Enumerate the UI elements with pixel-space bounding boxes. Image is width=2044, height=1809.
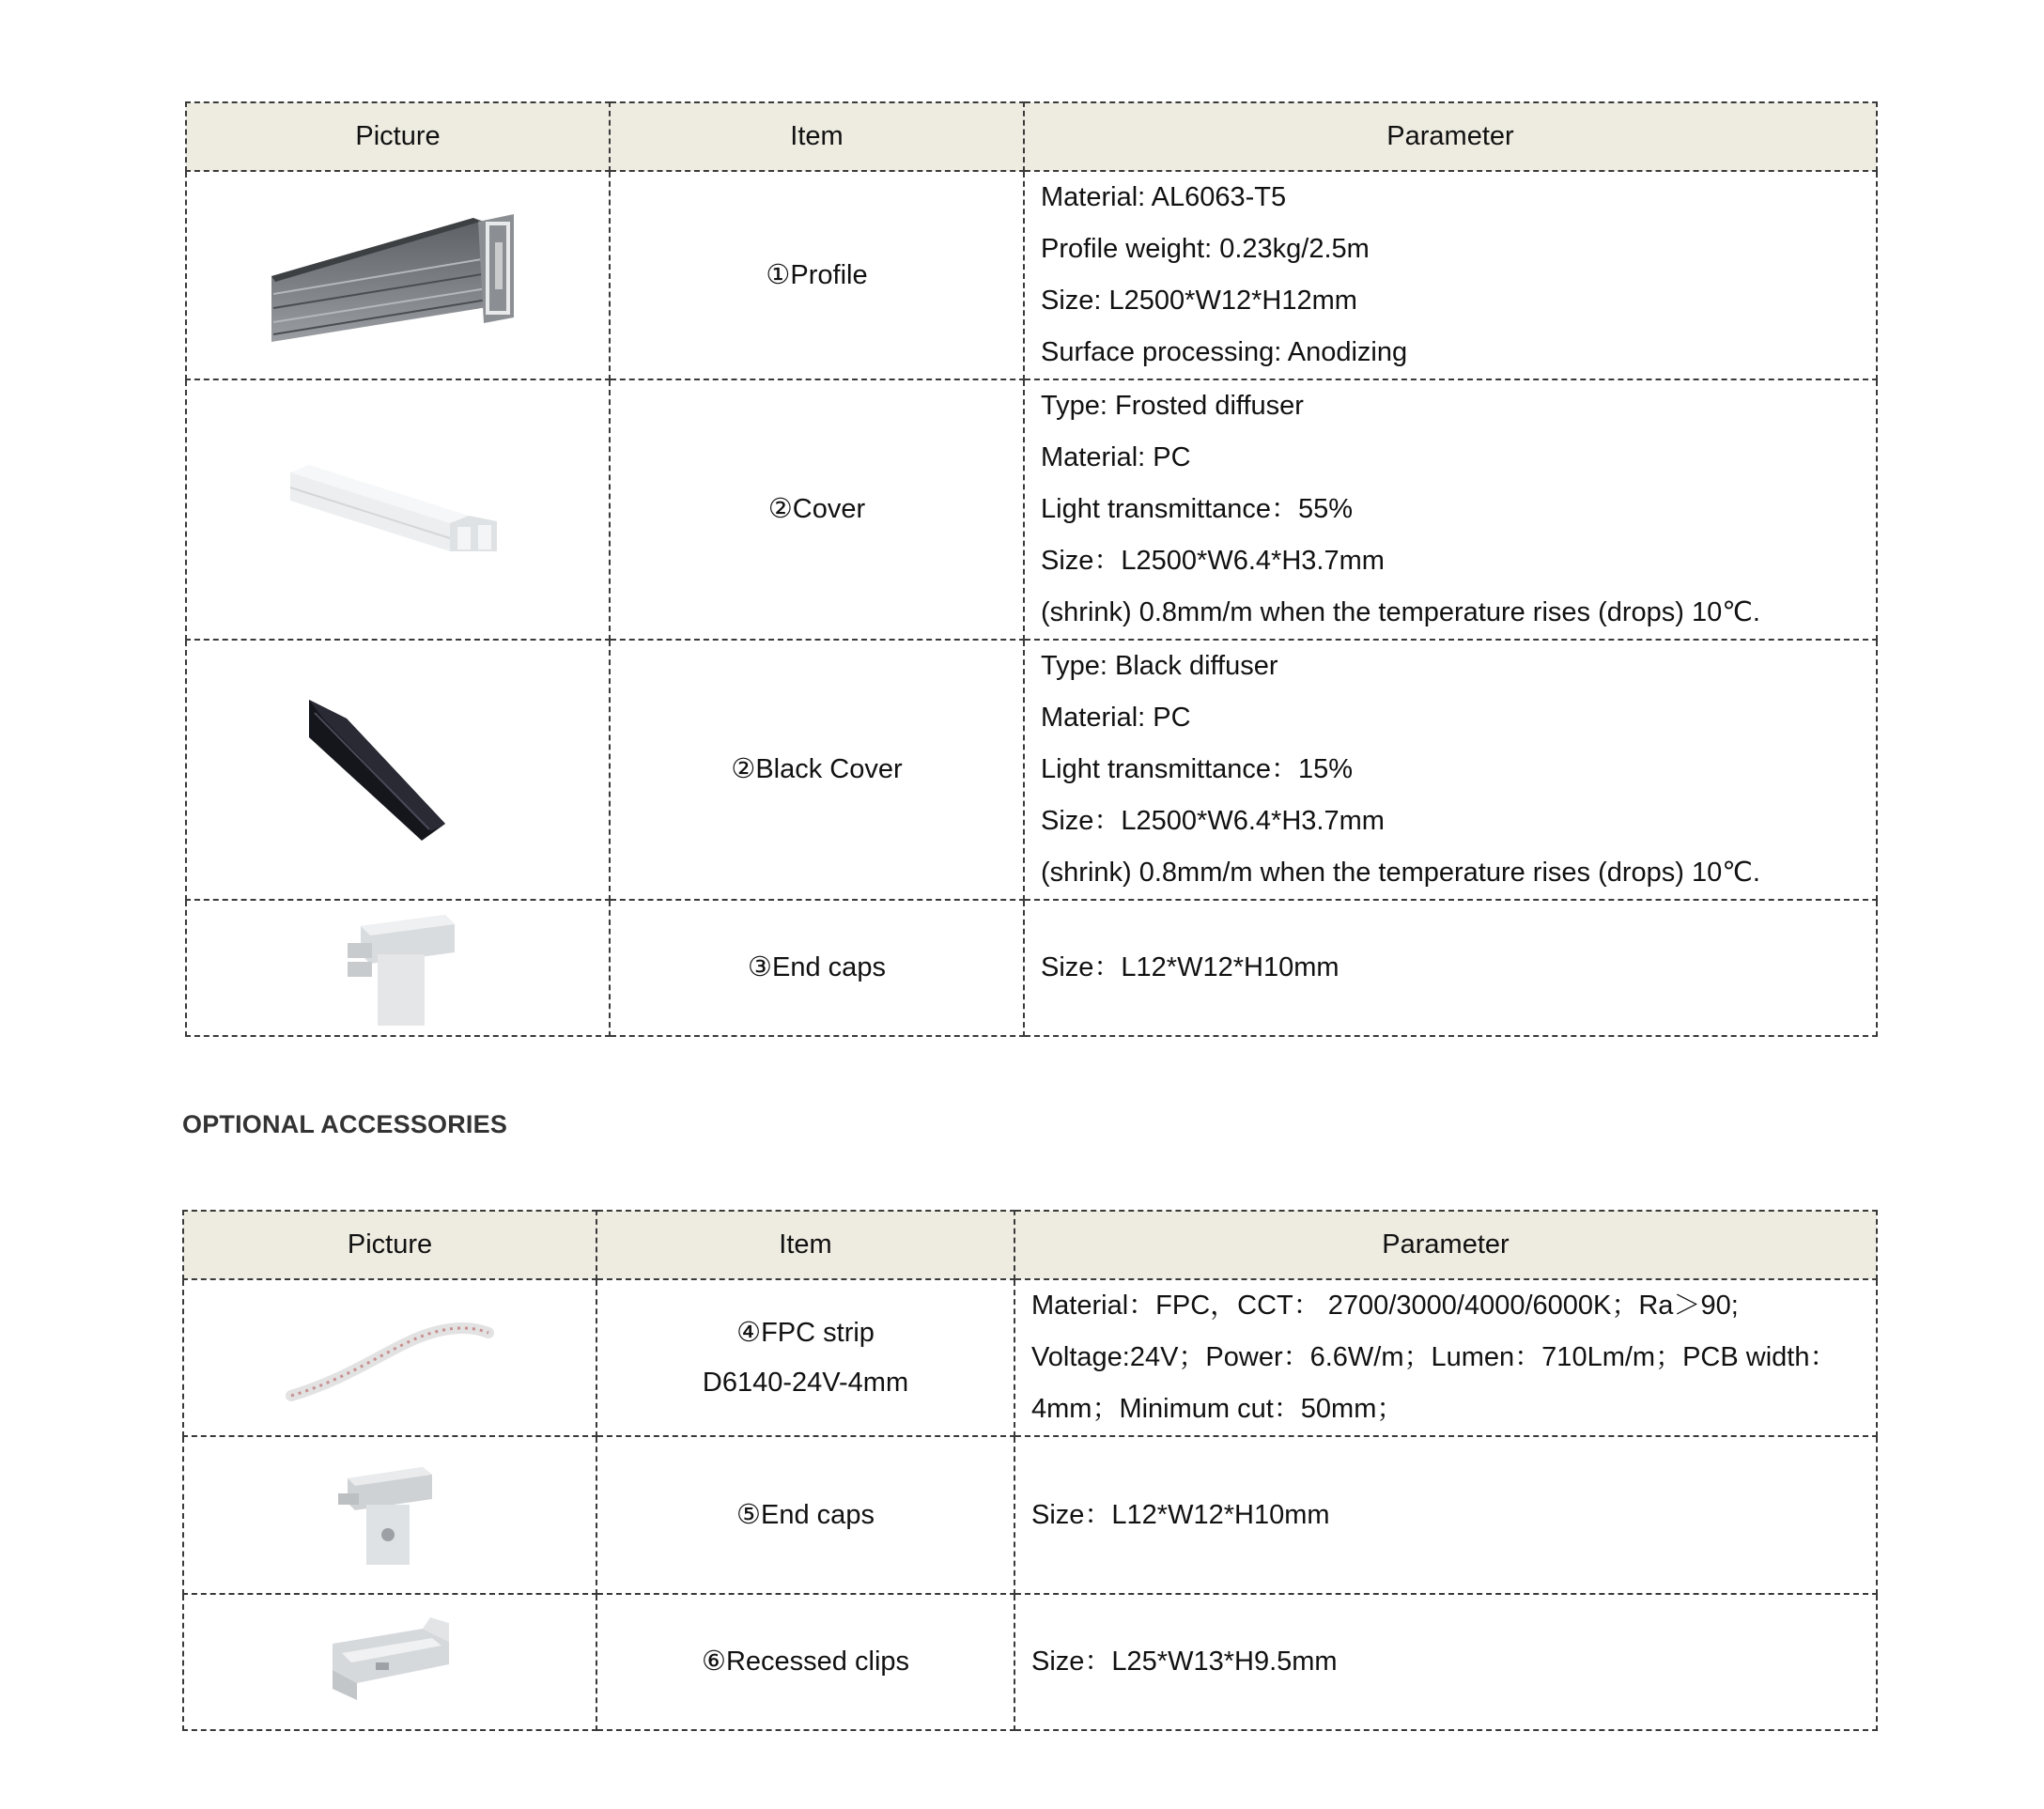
table-row: [186, 900, 1877, 1036]
table-row: [183, 1436, 1877, 1594]
fpc-strip-picture: [183, 1279, 596, 1436]
end-caps-2-picture: [183, 1436, 596, 1594]
section-title: OPTIONAL ACCESSORIES: [182, 1110, 508, 1138]
led-strip-image: [282, 1306, 498, 1410]
item-end-caps: ③End caps: [610, 900, 1024, 1036]
accessories-table: [182, 1210, 1878, 1731]
end-caps-picture: [186, 900, 610, 1036]
frosted-cover-image: [281, 454, 516, 566]
main-spec-table: [185, 101, 1878, 1037]
table-row: [186, 640, 1877, 900]
param-line: Size：L2500*W6.4*H3.7mm: [1041, 806, 1385, 836]
item-recessed-clips: ⑥Recessed clips: [596, 1594, 1014, 1730]
item-cover: ②Cover: [610, 379, 1024, 640]
end-caps-parameters: [1024, 900, 1877, 1036]
table-row: [186, 171, 1877, 379]
header-item: Item: [596, 1211, 1014, 1279]
param-line: Size: L2500*W12*H12mm: [1041, 286, 1357, 316]
param-line: 4mm；Minimum cut：50mm；: [1031, 1394, 1404, 1424]
profile-picture: [186, 171, 610, 379]
param-line: Material：FPC，CCT： 2700/3000/4000/6000K；Ra＞90;: [1031, 1291, 1739, 1321]
param-line: Material: PC: [1041, 442, 1191, 472]
fpc-strip-parameters: [1014, 1279, 1877, 1436]
item-black-cover: ②Black Cover: [610, 640, 1024, 900]
table-header-row: [183, 1211, 1877, 1279]
item-fpc-strip-model: D6140-24V-4mm: [702, 1367, 909, 1398]
param-line: Type: Frosted diffuser: [1041, 391, 1304, 421]
param-line: Light transmittance：15%: [1041, 754, 1354, 784]
black-cover-parameters: [1024, 640, 1877, 900]
param-line: Type: Black diffuser: [1041, 651, 1278, 681]
param-line: Voltage:24V；Power：6.6W/m；Lumen：710Lm/m；PCB width：: [1031, 1342, 1837, 1372]
header-picture: Picture: [183, 1211, 596, 1279]
aluminum-profile-image: [262, 205, 534, 346]
header-parameter: Parameter: [1024, 102, 1877, 171]
black-cover-picture: [186, 640, 610, 900]
end-cap-with-hole-image: [329, 1461, 451, 1569]
param-line: Profile weight: 0.23kg/2.5m: [1041, 234, 1370, 264]
cover-parameters: [1024, 379, 1877, 640]
recessed-clips-picture: [183, 1594, 596, 1730]
param-line: Material: AL6063-T5: [1041, 182, 1287, 212]
param-line: Surface processing: Anodizing: [1041, 337, 1408, 367]
recessed-clips-parameters: [1014, 1594, 1877, 1730]
param-line: Size：L12*W12*H10mm: [1031, 1499, 1330, 1530]
profile-parameters: [1024, 171, 1877, 379]
param-line: Size：L2500*W6.4*H3.7mm: [1041, 546, 1385, 576]
item-profile: ①Profile: [610, 171, 1024, 379]
item-end-caps-2: ⑤End caps: [596, 1436, 1014, 1594]
header-item: Item: [610, 102, 1024, 171]
end-caps-2-parameters: [1014, 1436, 1877, 1594]
table-row: [183, 1594, 1877, 1730]
param-line: Material: PC: [1041, 703, 1191, 733]
item-fpc-strip-name: ④FPC strip: [736, 1317, 875, 1348]
param-line: Size：L12*W12*H10mm: [1041, 952, 1339, 982]
param-line: Light transmittance：55%: [1041, 494, 1354, 524]
table-header-row: [186, 102, 1877, 171]
end-cap-image: [323, 907, 473, 1029]
header-picture: Picture: [186, 102, 610, 171]
param-line: (shrink) 0.8mm/m when the temperature rises (drops) 10℃.: [1041, 597, 1760, 627]
table-row: [183, 1279, 1877, 1436]
cover-picture: [186, 379, 610, 640]
header-parameter: Parameter: [1014, 1211, 1877, 1279]
param-line: (shrink) 0.8mm/m when the temperature rises (drops) 10℃.: [1041, 858, 1760, 888]
item-fpc-strip: [596, 1279, 1014, 1436]
recessed-clip-image: [319, 1616, 460, 1709]
table-row: [186, 379, 1877, 640]
param-line: Size：L25*W13*H9.5mm: [1031, 1647, 1338, 1677]
black-cover-image: [281, 690, 516, 850]
